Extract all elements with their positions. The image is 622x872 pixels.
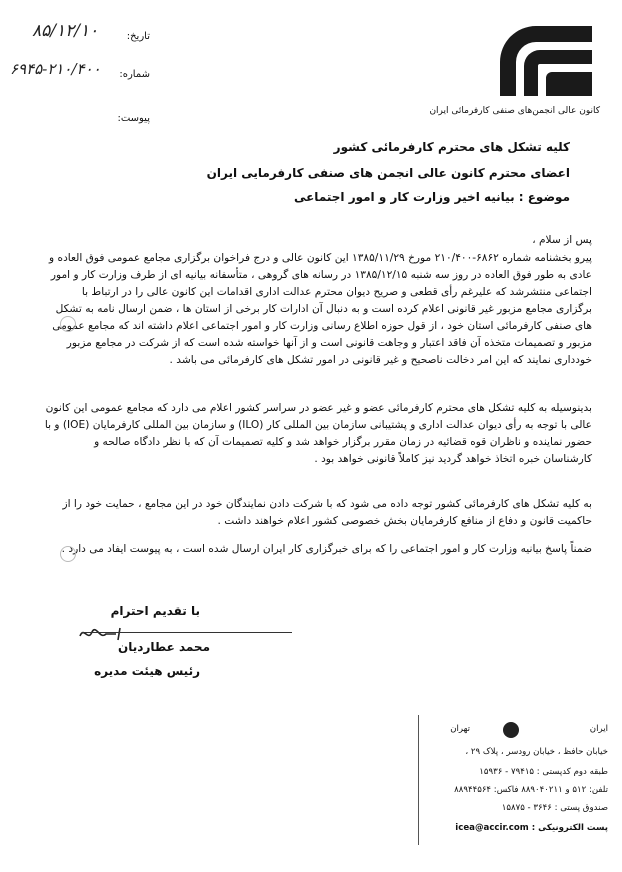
- greeting: پس از سلام ،: [532, 234, 592, 246]
- footer-city: تهران: [450, 724, 470, 734]
- signer-title: رئیس هیئت مدیره: [94, 664, 200, 678]
- date-label: تاریخ:: [126, 31, 150, 42]
- footer-po-box: صندوق پستی : ۳۶۴۶ - ۱۵۸۷۵: [501, 803, 608, 813]
- closing-regards: با تقدیم احترام: [110, 604, 200, 618]
- signer-name: محمد عطاردیان: [118, 640, 210, 654]
- body-paragraph-3: به کلیه تشکل های کارفرمائی کشور توجه داده می شود که با شرکت دادن نمایندگان خود در این مجامع ، حمایت خود را از حاکمیت قانون و دفاع از منافع کارفرمایان بخش خصوصی کشور اعلام خواهند داشت .: [62, 498, 592, 527]
- footer-phone-fax: تلفن: ۵۱۲ و ۸۸۹۰۴۰۲۱۱ فاکس: ۸۸۹۴۴۵۶۴: [454, 785, 608, 795]
- subject-line: موضوع : بیانیه اخیر وزارت کار و امور اجتماعی: [293, 190, 570, 204]
- body-paragraph-4: ضمناً پاسخ بیانیه وزارت کار و امور اجتماعی را که برای خبرگزاری کار ایران ارسال شده است ، به پیوست ایفاد می دارد .: [61, 543, 592, 555]
- footer-country: ایران: [589, 724, 608, 734]
- date-value: ۸۵/۱۲/۱۰: [32, 21, 99, 41]
- organization-name: کانون عالی انجمن‌های صنفی کارفرمائی ایران: [429, 106, 600, 116]
- punch-hole-bottom: [60, 546, 76, 562]
- punch-hole-top: [60, 316, 76, 332]
- number-label: شماره:: [119, 69, 150, 80]
- recipient-line-1: کلیه تشکل های محترم کارفرمائی کشور: [333, 140, 570, 154]
- footer-bullet: [503, 722, 519, 738]
- attachment-label: پیوست:: [117, 113, 150, 124]
- number-value: ۶۹۴۵-۲۱۰/۴۰۰: [10, 60, 101, 78]
- footer-email: پست الکترونیکی : icea@accir.com: [455, 823, 608, 833]
- recipient-line-2: اعضای محترم کانون عالی انجمن های صنفی کارفرمایی ایران: [206, 166, 570, 180]
- signature-line: [82, 632, 292, 633]
- organization-logo: [496, 22, 596, 100]
- body-paragraph-1: پیرو بخشنامه شماره ۶۸۶۲-۲۱۰/۴۰۰ مورخ ۱۳۸۵/۱۱/۲۹ این کانون عالی و درج فراخوان برگزاری مجامع عمومی فوق العاده و عادی به طور فوق العاده در روز سه شنبه ۱۳۸۵/۱۲/۱۵ در رسانه های گروهی ، متأسفانه بیانیه ای از طرف وزارت کار و امور اجتماعی منتشرشد که علیرغم رأی قطعی و صریح دیوان محترم عدالت اداری اقدامات این کانون عالی را در ارتباط با برگزاری مجامع مزبور غیر قانونی اعلام کرده است و به دنبال آن ادارات کار برخی از استان ها ، ضمن ارسال نامه به تشکل های صنفی کارفرمائی استان خود ، از قول حوزه اطلاع رسانی وزارت کار و امور اجتماعی اعلام داشته اند که مجامع عمومی مزبور و تصمیمات متخذه آن فاقد اعتبار و وجاهت قانونی است و از آنها خواسته شده است که از شرکت در مجامع مزبور خودداری نمایند که این امر دخالت ناصحیح و غیر قانونی در امور تشکل های کارفرمائی می باشد .: [49, 252, 592, 366]
- footer-address-line-1: خیابان حافظ ، خیابان رودسر ، پلاک ۲۹ ،: [465, 747, 608, 757]
- footer-address-line-2: طبقه دوم کدپستی : ۷۹۴۱۵ - ۱۵۹۳۶: [479, 767, 608, 777]
- body-paragraph-2: بدینوسیله به کلیه تشکل های محترم کارفرمائی عضو و غیر عضو در سراسر کشور اعلام می دارد که مجامع عمومی این کانون عالی با توجه به رأی دیوان عدالت اداری و پشتیبانی سازمان بین المللی کار (ILO) و سازمان بین المللی کارفرمایان (IOE) و با حضور نماینده و ناظران قوه قضائیه در زمان مقرر برگزار خواهد شد و کلیه تصمیمات آن که با نظر دادگاه صالحه و کارشناسان خبره اتخاذ خواهد گردید نیز کاملاً قانونی خواهد بود .: [44, 402, 592, 465]
